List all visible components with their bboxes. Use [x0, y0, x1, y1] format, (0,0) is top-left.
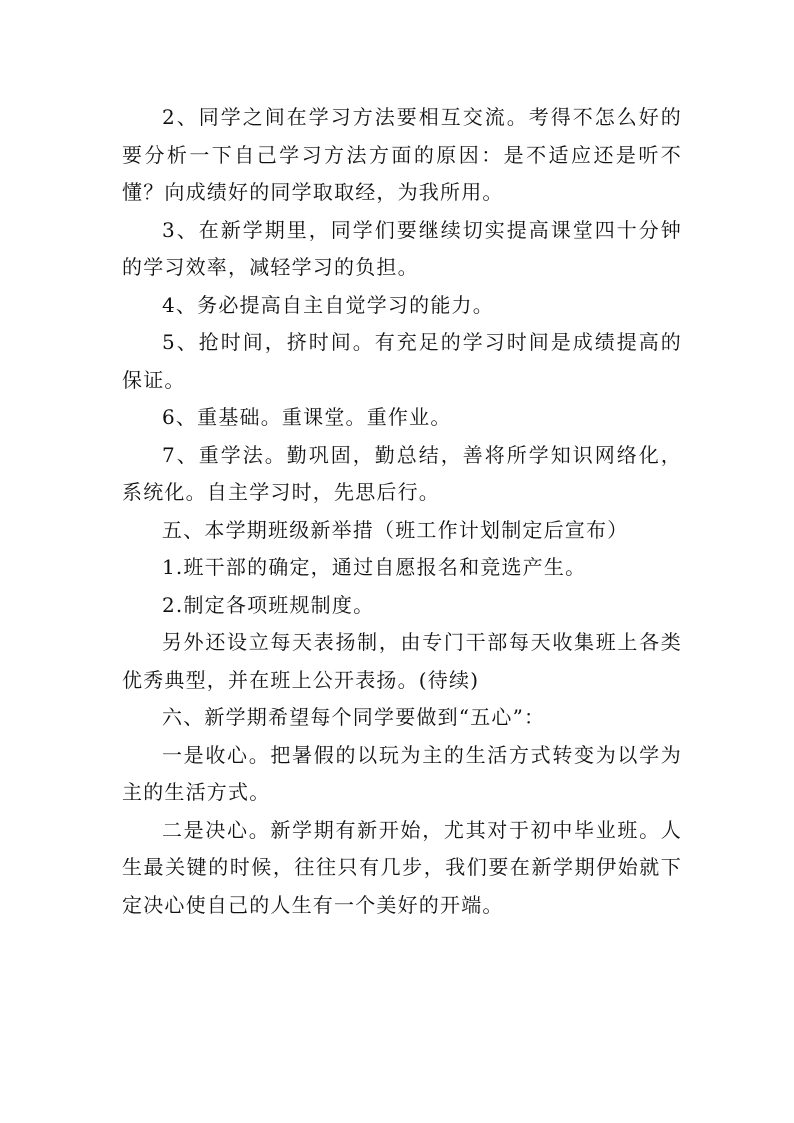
section-heading-five-hearts: 六、新学期希望每个同学要做到“五心”：	[162, 705, 546, 729]
paragraph-class-rules: 2.制定各项班规制度。	[162, 592, 375, 617]
paragraph-second-heart: 二是决心。新学期有新开始，尤其对于初中毕业班。人生最关键的时候，往往只有几步，我们要在新学期伊始就下定决心使自己的人生有一个美好的开端。	[122, 817, 682, 917]
document-body	[122, 99, 682, 924]
paragraph-study-methods: 2、同学之间在学习方法要相互交流。考得不怎么好的要分析一下自己学习方法方面的原因：是不适应还是听不懂？向成绩好的同学取取经，为我所用。	[122, 105, 682, 204]
paragraph-first-heart: 一是收心。把暑假的以玩为主的生活方式转变为以学为主的生活方式。	[122, 742, 682, 804]
paragraph-basics: 6、重基础。重课堂。重作业。	[162, 405, 452, 429]
paragraph-classroom-efficiency: 3、在新学期里，同学们要继续切实提高课堂四十分钟的学习效率，减轻学习的负担。	[122, 217, 682, 279]
paragraph-time: 5、抢时间，挤时间。有充足的学习时间是成绩提高的保证。	[122, 330, 682, 392]
paragraph-class-cadres: 1.班干部的确定，通过自愿报名和竞选产生。	[162, 555, 587, 579]
section-heading-new-measures: 五、本学期班级新举措（班工作计划制定后宣布）	[162, 517, 629, 542]
paragraph-daily-praise: 另外还设立每天表扬制，由专门干部每天收集班上各类优秀典型，并在班上公开表扬。(待续)	[122, 630, 682, 692]
paragraph-learning-methods: 7、重学法。勤巩固，勤总结，善将所学知识网络化，系统化。自主学习时，先思后行。	[122, 442, 682, 504]
paragraph-self-study: 4、务必提高自主自觉学习的能力。	[162, 292, 494, 317]
